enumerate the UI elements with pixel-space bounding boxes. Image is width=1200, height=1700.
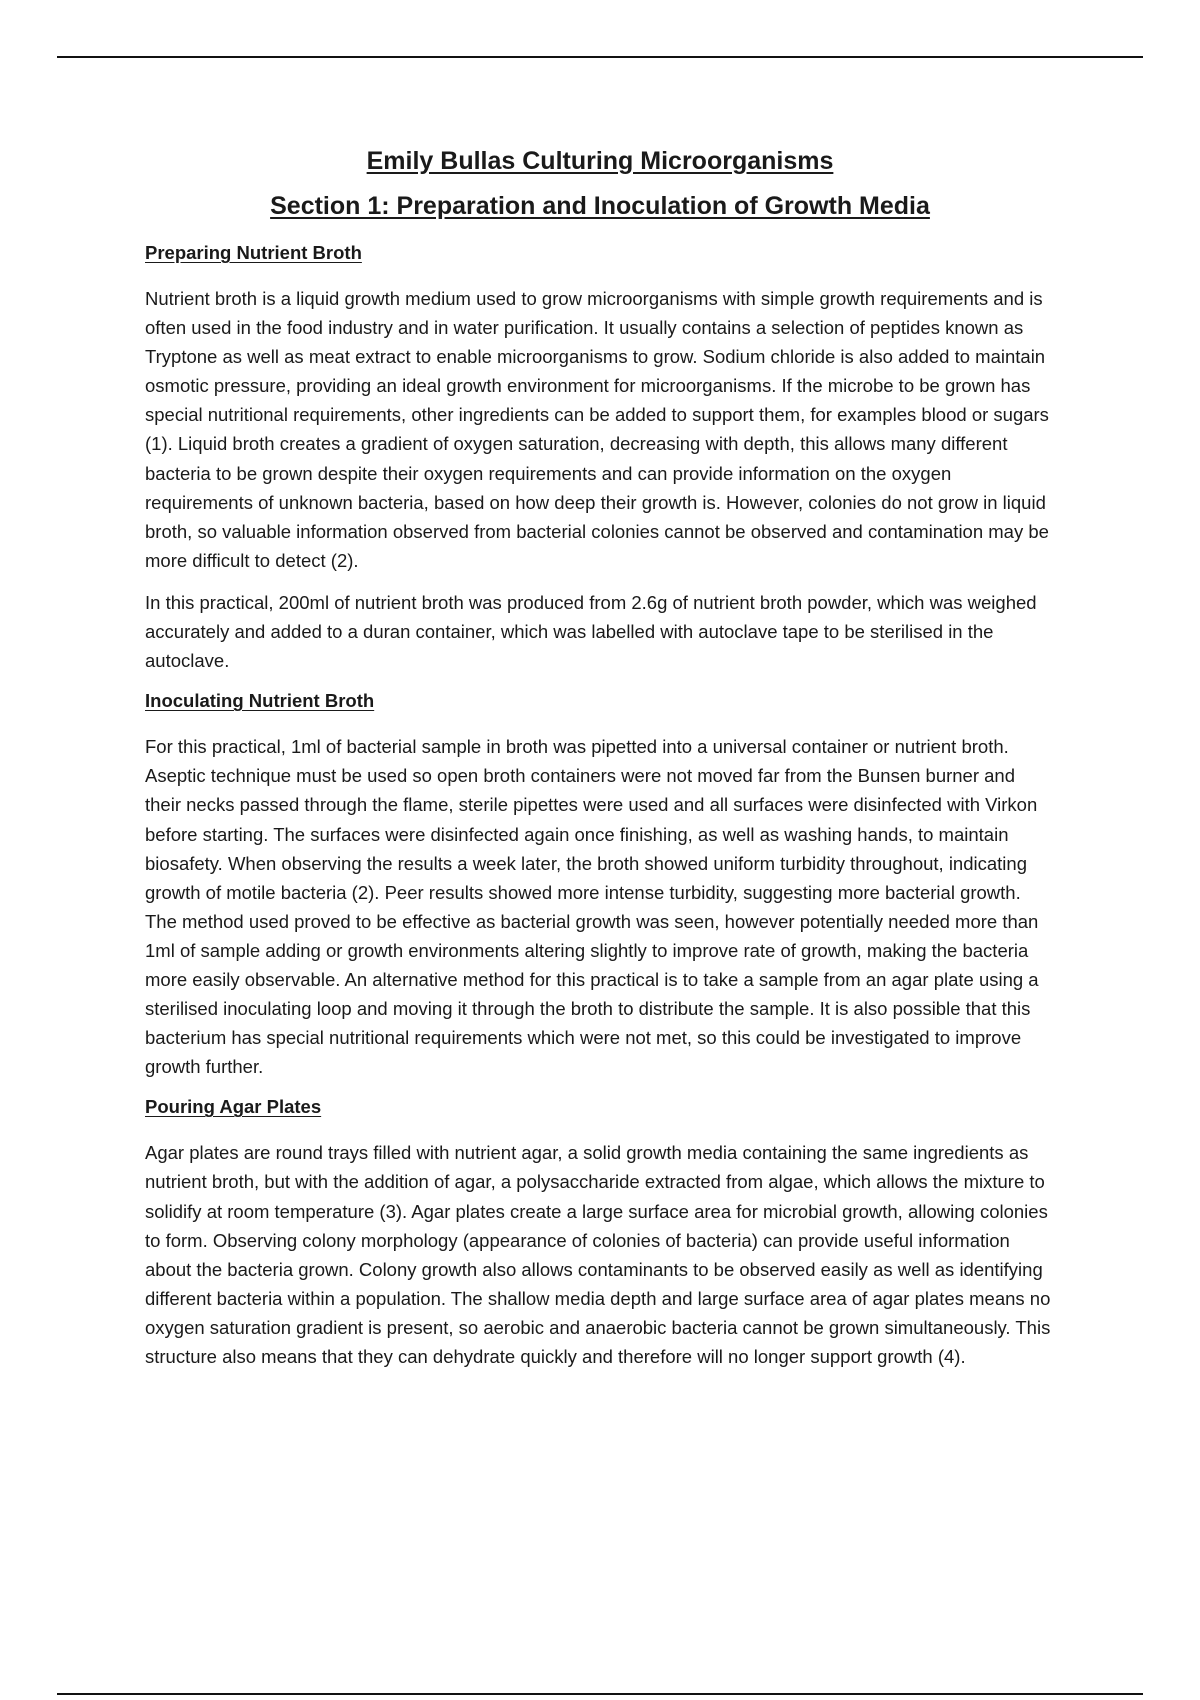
paragraph: Agar plates are round trays filled with nutrient agar, a solid growth media containing the same ingredients as nutrient broth, but with the addition of agar, a polysaccharide extracted from algae, which allows the mixture to solidify at room temperature (3). Agar plates create a large surface area for microbial growth, allowing colonies to form. Observing colony morphology (appearance of colonies of bacteria) can provide useful information about the bacteria grown. Colony growth also allows contaminants to be observed easily as well as identifying different bacteria within a population. The shallow media depth and large surface area of agar plates means no oxygen saturation gradient is present, so aerobic and anaerobic bacteria cannot be grown simultaneously. This structure also means that they can dehydrate quickly and therefore will no longer support growth (4). [145, 1142, 1051, 1367]
header-rule [57, 56, 1143, 58]
section-title: Section 1: Preparation and Inoculation of Growth Media [270, 192, 930, 220]
subsection-heading: Pouring Agar Plates [145, 1096, 322, 1118]
paragraph: In this practical, 200ml of nutrient broth was produced from 2.6g of nutrient broth powder, which was weighed accurately and added to a duran container, which was labelled with autoclave tape to be sterilised in the autoclave. [145, 591, 1037, 672]
document-title: Emily Bullas Culturing Microorganisms [366, 147, 834, 175]
paragraph: Nutrient broth is a liquid growth medium used to grow microorganisms with simple growth requirements and is often used in the food industry and in water purification. It usually contains a selection of peptides known as Tryptone as well as meat extract to enable microorganisms to grow. Sodium chloride is also added to maintain osmotic pressure, providing an ideal growth environment for microorganisms. If the microbe to be grown has special nutritional requirements, other ingredients can be added to support them, for examples blood or sugars (1). Liquid broth creates a gradient of oxygen saturation, decreasing with depth, this allows many different bacteria to be grown despite their oxygen requirements and can provide information on the oxygen requirements of unknown bacteria, based on how deep their growth is. However, colonies do not grow in liquid broth, so valuable information observed from bacterial colonies cannot be observed and contamination may be more difficult to detect (2). [145, 288, 1049, 571]
document-body [145, 146, 1055, 1384]
subsection-pouring-agar-plates [145, 1094, 1055, 1371]
subsection-heading: Inoculating Nutrient Broth [145, 690, 375, 712]
subsection-heading: Preparing Nutrient Broth [145, 242, 362, 263]
footer-rule [57, 1693, 1143, 1695]
subsection-inoculating-nutrient-broth [145, 688, 1055, 1081]
paragraph: For this practical, 1ml of bacterial sample in broth was pipetted into a universal container or nutrient broth. Aseptic technique must be used so open broth containers were not moved far from the Bunsen burner and their necks passed through the flame, sterile pipettes were used and all surfaces were disinfected with Virkon before starting. The surfaces were disinfected again once finishing, as well as washing hands, to maintain biosafety. When observing the results a week later, the broth showed uniform turbidity throughout, indicating growth of motile bacteria (2). Peer results showed more intense turbidity, suggesting more bacterial growth. The method used proved to be effective as bacterial growth was seen, however potentially needed more than 1ml of sample adding or growth environments altering slightly to improve rate of growth, making the bacteria more easily observable. An alternative method for this practical is to take a sample from an agar plate using a sterilised inoculating loop and moving it through the broth to distribute the sample. It is also possible that this bacterium has special nutritional requirements which were not met, so this could be investigated to improve growth further. [145, 736, 1039, 1078]
subsection-preparing-nutrient-broth [145, 240, 1055, 675]
